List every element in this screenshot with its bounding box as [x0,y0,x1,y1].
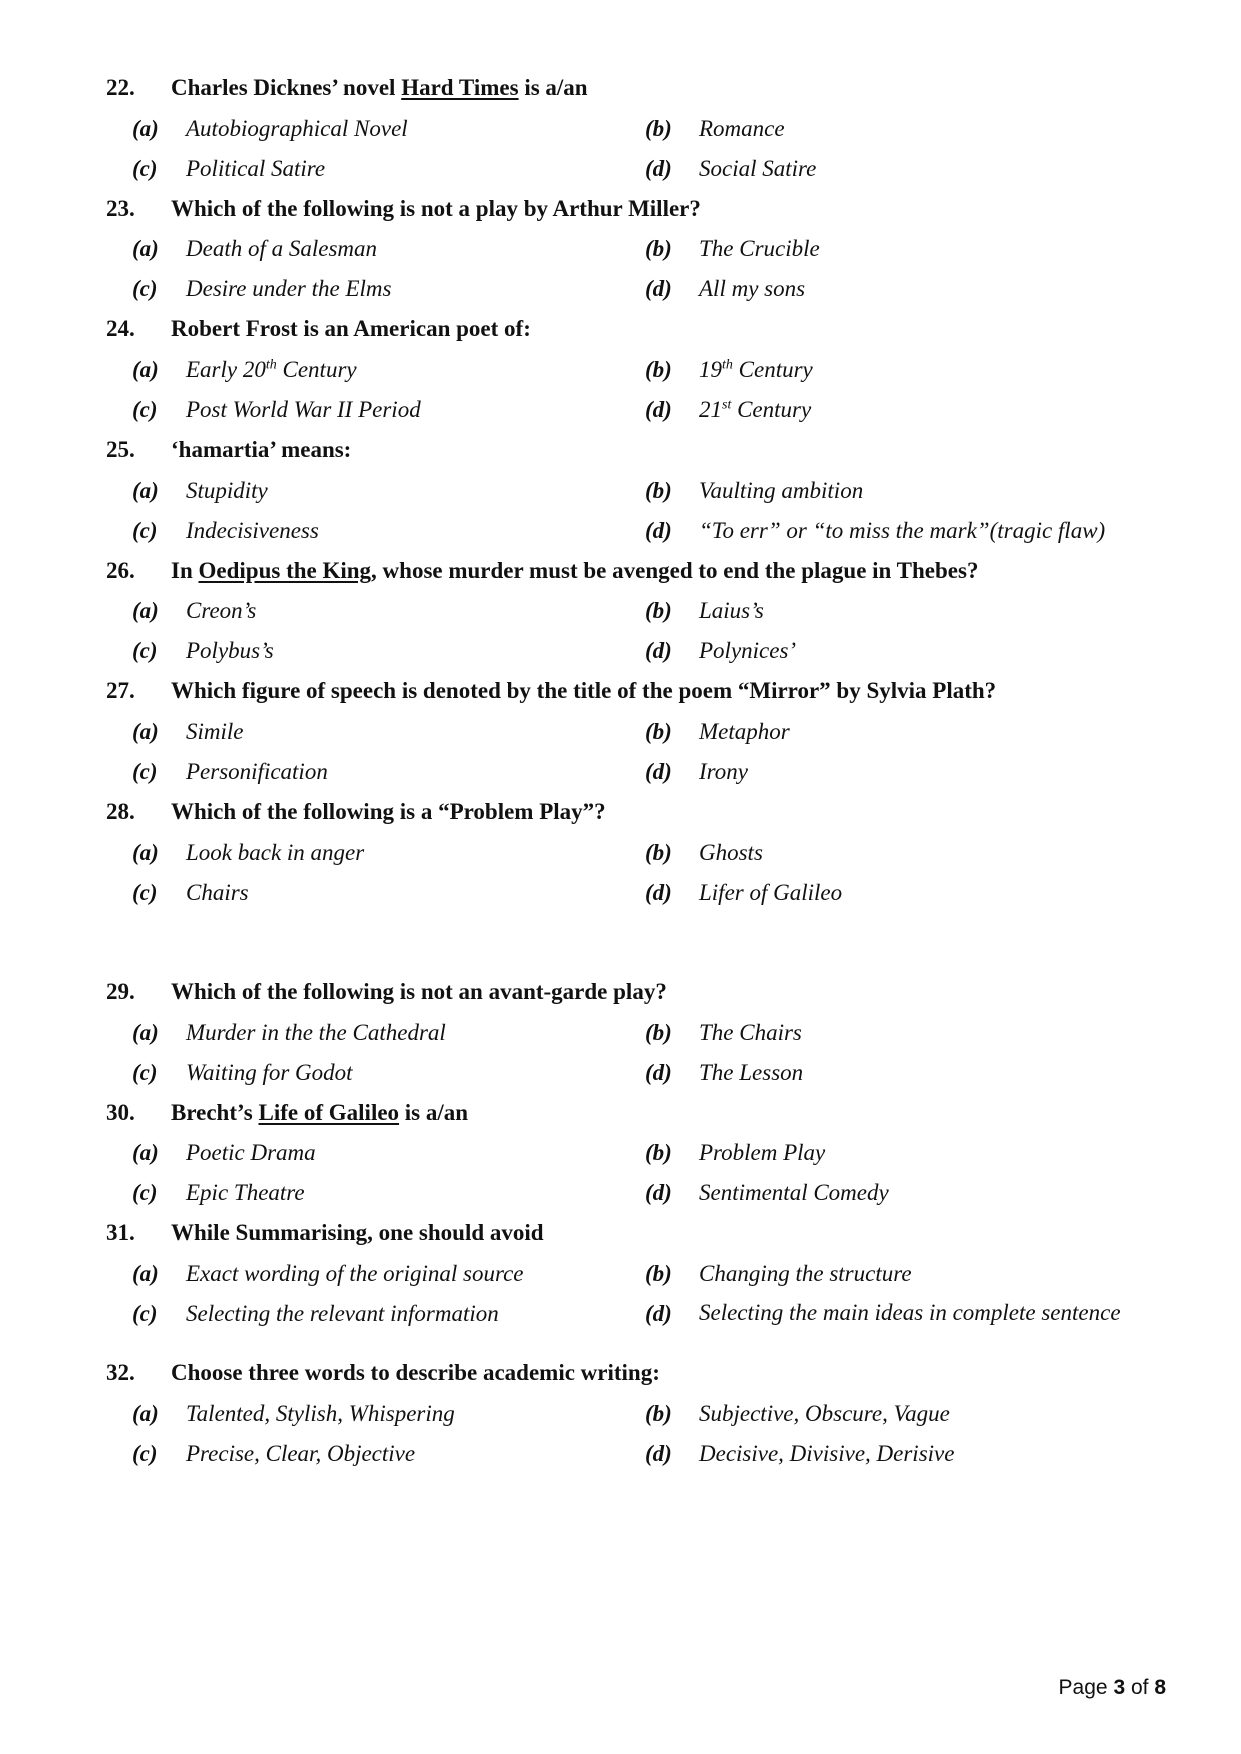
book-title: Hard Times [401,75,519,100]
question-31: 31. While Summarising, one should avoid [106,1220,544,1245]
question-25: 25. ‘hamartia’ means: [106,437,352,462]
question-27: 27. Which figure of speech is denoted by the title of the poem “Mirror” by Sylvia Plath? [106,678,997,703]
question-30: 30. Brecht’s Life of Galileo is a/an [106,1100,469,1125]
question-24: 24. Robert Frost is an American poet of: [106,316,531,341]
question-28: 28. Which of the following is a “Problem Play”? [106,799,606,824]
book-title: Oedipus the King [198,558,372,583]
question-26: 26. In Oedipus the King, whose murder must be avenged to end the plague in Thebes? [106,558,979,583]
question-22: 22. Charles Dicknes’ novel Hard Times is a/an [106,75,588,100]
question-29: 29. Which of the following is not an avant-garde play? [106,979,667,1004]
question-32: 32. Choose three words to describe academic writing: [106,1360,660,1385]
question-23: 23. Which of the following is not a play by Arthur Miller? [106,196,701,221]
book-title: Life of Galileo [258,1100,400,1125]
page-number: Page 3 of 8 [1058,1676,1166,1699]
